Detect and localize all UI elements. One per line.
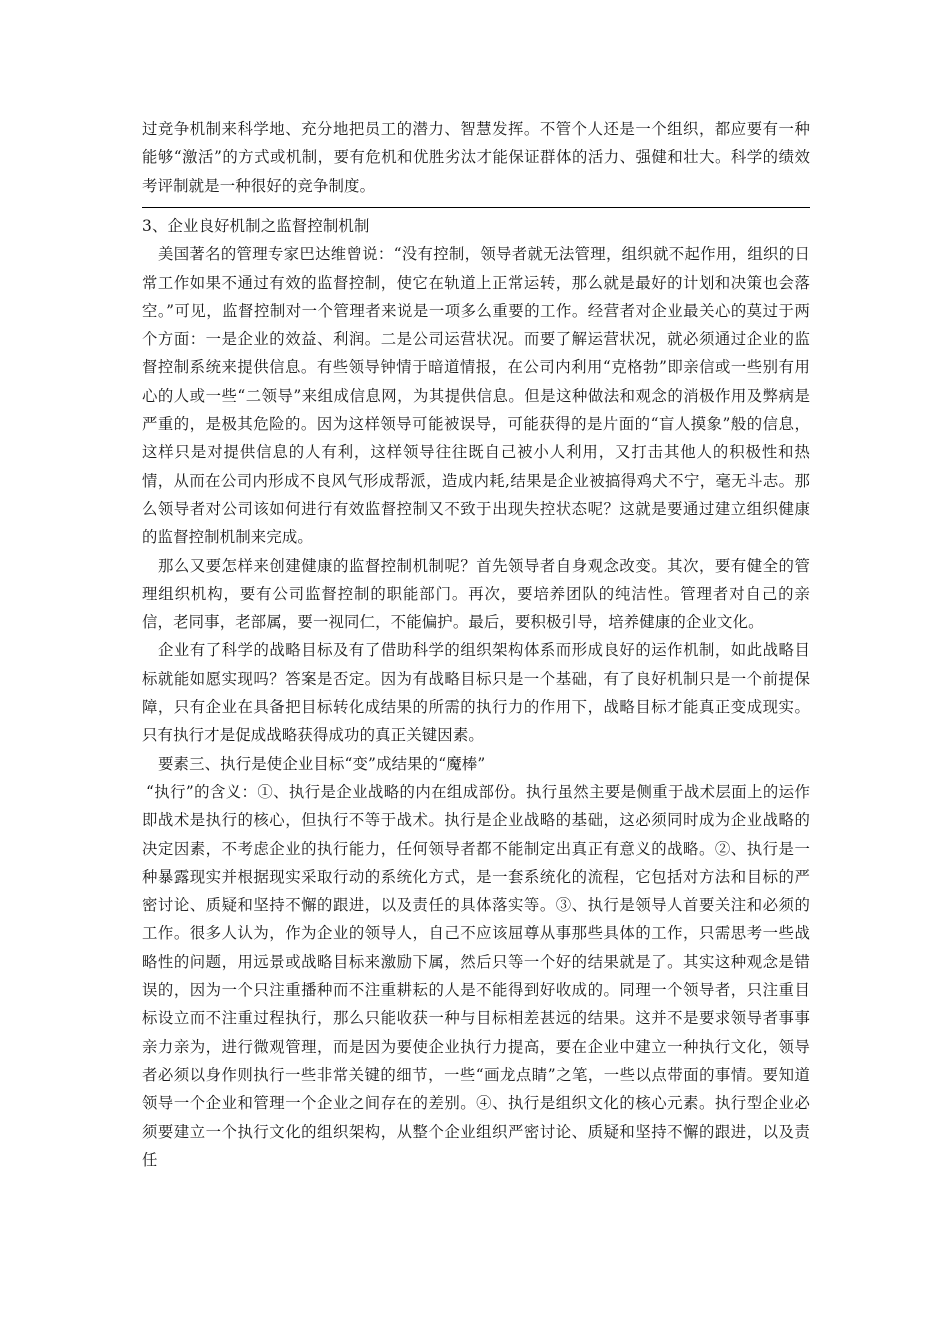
horizontal-divider: [142, 207, 810, 208]
section-heading: 3、企业良好机制之监督控制机制: [142, 217, 370, 235]
element-heading: 要素三、执行是使企业目标“变”成结果的“魔棒”: [158, 754, 486, 773]
document-body-top: [142, 115, 810, 200]
document-body-main: [142, 212, 810, 1174]
paragraph-healthy-mechanism: 那么又要怎样来创建健康的监督控制机制呢？首先领导者自身观念改变。其次，要有健全的管理组织机构，要有公司监督控制的职能部门。再次，要培养团队的纯洁性。管理者对自己的亲信，老同事，老部属，要一视同仁，不能偏护。最后，要积极引导，培养健康的企业文化。: [142, 556, 810, 632]
paragraph-execution-meaning: “执行”的含义：①、执行是企业战略的内在组成部份。执行虽然主要是侧重于战术层面上的运作即战术是执行的核心，但执行不等于战术。执行是企业战略的基础，这必须同时成为企业战略的决定因素，不考虑企业的执行能力，任何领导者都不能制定出真正有意义的战略。②、执行是一种暴露现实并根据现实采取行动的系统化方式，是一套系统化的流程，它包括对方法和目标的严密讨论、质疑和坚持不懈的跟进，以及责任的具体落实等。③、执行是领导人首要关注和必须的工作。很多人认为，作为企业的领导人，自己不应该屈尊从事那些具体的工作，只需思考一些战略性的问题，用远景或战略目标来激励下属，然后只等一个好的结果就是了。其实这种观念是错误的，因为一个只注重播种而不注重耕耘的人是不能得到好收成的。同理一个领导者，只注重目标设立而不注重过程执行，那么只能收获一种与目标相差甚远的结果。这并不是要求领导者事事亲力亲为，进行微观管理，而是因为要使企业执行力提高，要在企业中建立一种执行文化，领导者必须以身作则执行一些非常关键的细节，一些“画龙点睛”之笔，一些以点带面的事情。要知道领导一个企业和管理一个企业之间存在的差别。④、执行是组织文化的核心元素。执行型企业必须要建立一个执行文化的组织架构，从整个企业组织严密讨论、质疑和坚持不懈的跟进，以及责任: [142, 782, 810, 1169]
paragraph-supervision-quote: 美国著名的管理专家巴达维曾说：“没有控制，领导者就无法管理，组织就不起作用，组织的日常工作如果不通过有效的监督控制，使它在轨道上正常运转，那么就是最好的计划和决策也会落空。”可见，监督控制对一个管理者来说是一项多么重要的工作。经营者对企业最关心的莫过于两个方面：一是企业的效益、利润。二是公司运营状况。而要了解运营状况，就必须通过企业的监督控制系统来提供信息。有些领导钟情于暗道情报，在公司内利用“克格勃”即亲信或一些别有用心的人或一些“二领导”来组成信息网，为其提供信息。但是这种做法和观念的消极作用及弊病是严重的，是极其危险的。因为这样领导可能被误导，可能获得的是片面的“盲人摸象”般的信息，这样只是对提供信息的人有利，这样领导往往既自己被小人利用，又打击其他人的积极性和热情，从而在公司内形成不良风气形成帮派，造成内耗,结果是企业被搞得鸡犬不宁，毫无斗志。那么领导者对公司该如何进行有效监督控制又不致于出现失控状态呢？这就是要通过建立组织健康的监督控制机制来完成。: [142, 245, 810, 547]
paragraph-strategy-execution: 企业有了科学的战略目标及有了借助科学的组织架构体系而形成良好的运作机制，如此战略目标就能如愿实现吗？答案是否定。因为有战略目标只是一个基础，有了良好机制只是一个前提保障，只有企业在具备把目标转化成结果的所需的执行力的作用下，战略目标才能真正变成现实。只有执行才是促成战略获得成功的真正关键因素。: [142, 641, 810, 745]
continued-paragraph: 过竞争机制来科学地、充分地把员工的潜力、智慧发挥。不管个人还是一个组织，都应要有一种能够“激活”的方式或机制，要有危机和优胜劣汰才能保证群体的活力、强健和壮大。科学的绩效考评制就是一种很好的竞争制度。: [142, 120, 810, 195]
